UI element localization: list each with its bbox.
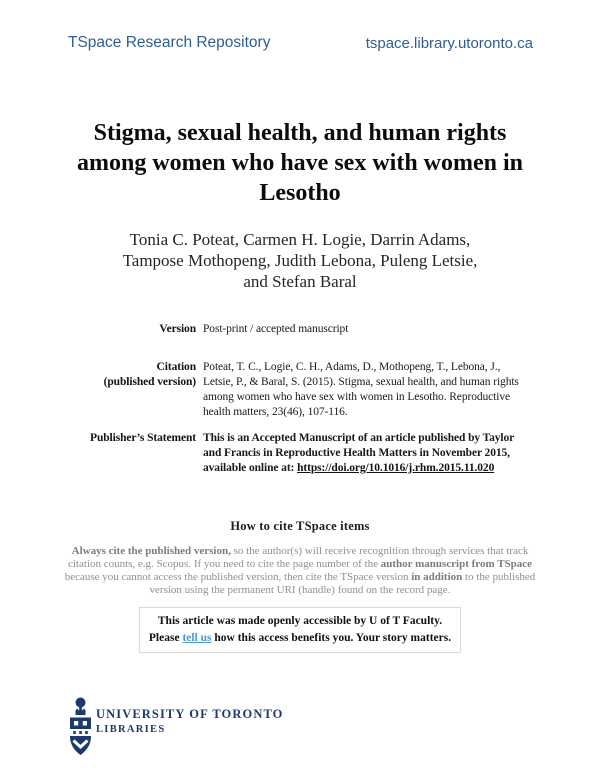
citation-value-line: Poteat, T. C., Logie, C. H., Adams, D., Mothopeng, T., Lebona, J., bbox=[203, 361, 501, 373]
open-access-line: This article was made openly accessible by U of T Faculty. bbox=[157, 615, 443, 627]
university-of-toronto-text: UNIVERSITY OF TORONTO bbox=[96, 707, 284, 721]
open-access-notice-box bbox=[139, 607, 461, 653]
author-list bbox=[0, 229, 600, 292]
bold-text: in addition bbox=[411, 571, 463, 583]
version-value bbox=[203, 322, 348, 337]
repository-url: tspace.library.utoronto.ca bbox=[365, 35, 533, 52]
bold-text: author manuscript from TSpace bbox=[380, 558, 533, 570]
libraries-text: LIBRARIES bbox=[96, 724, 166, 735]
citation-value-line: among women who have sex with women in Lesotho. Reproductive bbox=[203, 391, 510, 403]
howto-cite-heading: How to cite TSpace items bbox=[230, 519, 370, 533]
plain-text: Please bbox=[148, 632, 183, 644]
howto-paragraph-line bbox=[0, 571, 600, 584]
publisher-statement-value bbox=[203, 431, 514, 476]
citation-value-line: health matters, 23(46), 107-116. bbox=[203, 406, 348, 418]
plain-text: because you cannot access the published version, then cite the TSpace version bbox=[64, 571, 412, 583]
article-title-line: Lesotho bbox=[259, 180, 341, 206]
article-title bbox=[0, 118, 600, 208]
bold-text: Always cite the published version, bbox=[71, 545, 231, 557]
uoft-crest-icon bbox=[67, 697, 94, 757]
publisher-statement-line: This is an Accepted Manuscript of an article published by Taylor bbox=[203, 432, 515, 444]
howto-cite-paragraph bbox=[0, 545, 600, 597]
howto-paragraph-line bbox=[0, 545, 600, 558]
author-list-line: Tampose Mothopeng, Judith Lebona, Puleng Letsie, bbox=[122, 251, 478, 270]
available-online-text: available online at: bbox=[203, 462, 298, 474]
plain-text: so the author(s) will receive recognition through services that track bbox=[230, 545, 529, 557]
doi-link[interactable]: https://doi.org/10.1016/j.rhm.2015.11.020 bbox=[297, 462, 495, 474]
uoft-libraries-wordmark bbox=[96, 707, 284, 735]
publisher-statement-line bbox=[203, 461, 514, 476]
citation-label bbox=[0, 360, 196, 390]
author-list-line: Tonia C. Poteat, Carmen H. Logie, Darrin Adams, bbox=[129, 230, 471, 249]
plain-text: how this access benefits you. Your story matters. bbox=[211, 632, 452, 644]
tell-us-link[interactable]: tell us bbox=[182, 632, 212, 644]
publisher-statement-label: Publisher’s Statement bbox=[90, 432, 196, 444]
citation-value bbox=[203, 360, 519, 420]
version-label: Version bbox=[159, 323, 196, 335]
open-access-line bbox=[149, 630, 451, 647]
repository-name: TSpace Research Repository bbox=[68, 34, 271, 51]
howto-paragraph-line bbox=[0, 558, 600, 571]
article-title-line: among women who have sex with women in bbox=[76, 150, 523, 176]
version-value-text: Post-print / accepted manuscript bbox=[203, 323, 349, 335]
plain-text: citation counts, e.g. Scopus. If you need to cite the page number of the bbox=[67, 558, 381, 570]
article-title-line: Stigma, sexual health, and human rights bbox=[93, 120, 507, 146]
citation-label-line: (published version) bbox=[103, 376, 196, 388]
author-list-line: and Stefan Baral bbox=[243, 272, 357, 291]
citation-label-line: Citation bbox=[156, 361, 196, 373]
howto-paragraph-line: version using the permanent URI (handle) found on the record page. bbox=[149, 584, 451, 596]
plain-text: to the published bbox=[462, 571, 536, 583]
citation-value-line: Letsie, P., & Baral, S. (2015). Stigma, sexual health, and human rights bbox=[203, 376, 519, 388]
publisher-statement-line: and Francis in Reproductive Health Matters in November 2015, bbox=[203, 447, 510, 459]
